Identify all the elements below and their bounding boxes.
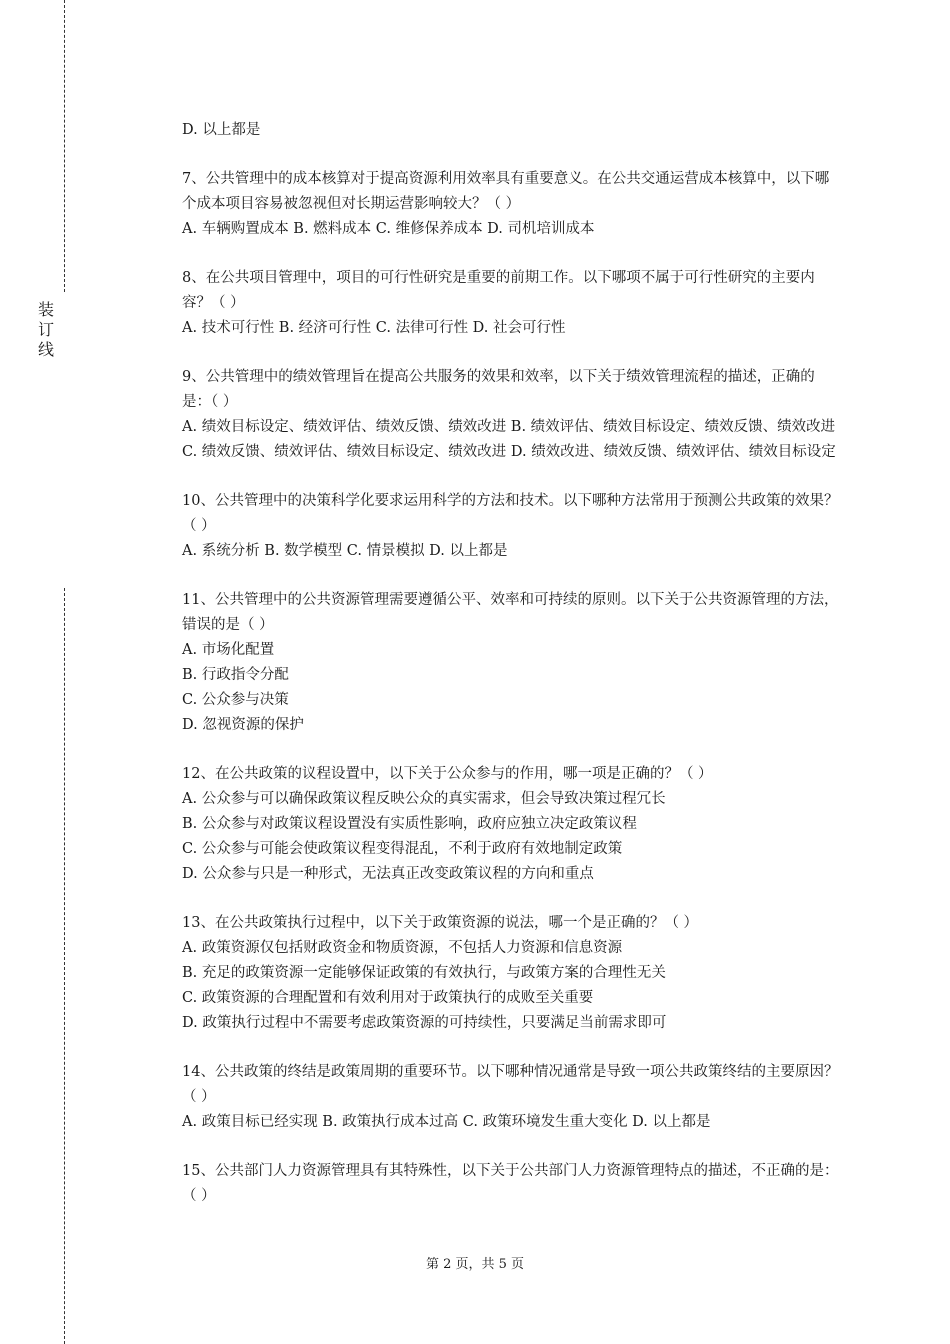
binding-line-label xyxy=(36,300,56,360)
question-10 xyxy=(182,489,842,564)
question-stem: 15、公共部门人力资源管理具有其特殊性，以下关于公共部门人力资源管理特点的描述，不正确的是：（ ） xyxy=(182,1163,839,1204)
question-stem: 13、在公共政策执行过程中，以下关于政策资源的说法，哪一个是正确的？（ ） xyxy=(182,915,699,931)
question-stem: 11、公共管理中的公共资源管理需要遵循公平、效率和可持续的原则。以下关于公共资源管理的方法，错误的是（ ） xyxy=(182,592,839,633)
option-line: A. 技术可行性 B. 经济可行性 C. 法律可行性 D. 社会可行性 xyxy=(182,320,566,336)
option-a: A. 市场化配置 xyxy=(182,642,275,658)
question-stem: 9、公共管理中的绩效管理旨在提高公共服务的效果和效率，以下关于绩效管理流程的描述，正确的是：（ ） xyxy=(182,369,815,410)
question-stem: 14、公共政策的终结是政策周期的重要环节。以下哪种情况通常是导致一项公共政策终结的主要原因？（ ） xyxy=(182,1064,839,1105)
option-line: A. 系统分析 B. 数学模型 C. 情景模拟 D. 以上都是 xyxy=(182,543,508,559)
question-stem: 10、公共管理中的决策科学化要求运用科学的方法和技术。以下哪种方法常用于预测公共政策的效果？（ ） xyxy=(182,493,839,534)
binding-char: 订 xyxy=(37,320,54,339)
option-b: B. 行政指令分配 xyxy=(182,667,289,683)
binding-char: 装 xyxy=(37,300,54,319)
option-c: C. 政策资源的合理配置和有效利用对于政策执行的成败至关重要 xyxy=(182,990,594,1006)
binding-dashed-line-top xyxy=(64,0,65,292)
option-d: D. 公众参与只是一种形式，无法真正改变政策议程的方向和重点 xyxy=(182,866,594,882)
option-a: A. 公众参与可以确保政策议程反映公众的真实需求，但会导致决策过程冗长 xyxy=(182,791,666,807)
option-b: B. 充足的政策资源一定能够保证政策的有效执行，与政策方案的合理性无关 xyxy=(182,965,666,981)
option-d: D. 政策执行过程中不需要考虑政策资源的可持续性，只要满足当前需求即可 xyxy=(182,1015,667,1031)
question-11 xyxy=(182,588,842,738)
question-stem: 7、公共管理中的成本核算对于提高资源利用效率具有重要意义。在公共交通运营成本核算中，以下哪个成本项目容易被忽视但对长期运营影响较大？（ ） xyxy=(182,171,830,212)
question-list xyxy=(182,118,842,1233)
option-d: D. 忽视资源的保护 xyxy=(182,717,304,733)
option-c: C. 公众参与可能会使政策议程变得混乱，不利于政府有效地制定政策 xyxy=(182,841,623,857)
option-line: A. 绩效目标设定、绩效评估、绩效反馈、绩效改进 B. 绩效评估、绩效目标设定、绩效反馈、绩效改进 C. 绩效反馈、绩效评估、绩效目标设定、绩效改进 D. 绩效改进、绩效反馈、绩效评估、绩效目标设定 xyxy=(182,419,836,460)
question-8 xyxy=(182,266,842,341)
question-14 xyxy=(182,1060,842,1135)
option-c: C. 公众参与决策 xyxy=(182,692,289,708)
question-stem: 12、在公共政策的议程设置中，以下关于公众参与的作用，哪一项是正确的？（ ） xyxy=(182,766,713,782)
question-15 xyxy=(182,1159,842,1209)
option-b: B. 公众参与对政策议程设置没有实质性影响，政府应独立决定政策议程 xyxy=(182,816,637,832)
question-13 xyxy=(182,911,842,1036)
option-a: A. 政策资源仅包括财政资金和物质资源，不包括人力资源和信息资源 xyxy=(182,940,623,956)
question-9 xyxy=(182,365,842,465)
option-line: A. 车辆购置成本 B. 燃料成本 C. 维修保养成本 D. 司机培训成本 xyxy=(182,221,595,237)
option-line: A. 政策目标已经实现 B. 政策执行成本过高 C. 政策环境发生重大变化 D. 以上都是 xyxy=(182,1114,711,1130)
binding-char: 线 xyxy=(37,340,54,359)
option-line: D. 以上都是 xyxy=(182,122,261,138)
binding-dashed-line-bottom xyxy=(64,588,65,1344)
question-stem: 8、在公共项目管理中，项目的可行性研究是重要的前期工作。以下哪项不属于可行性研究的主要内容？（ ） xyxy=(182,270,815,311)
question-12 xyxy=(182,762,842,887)
page-number: 第 2 页，共 5 页 xyxy=(425,1257,525,1272)
question-6-tail xyxy=(182,118,842,143)
question-7 xyxy=(182,167,842,242)
